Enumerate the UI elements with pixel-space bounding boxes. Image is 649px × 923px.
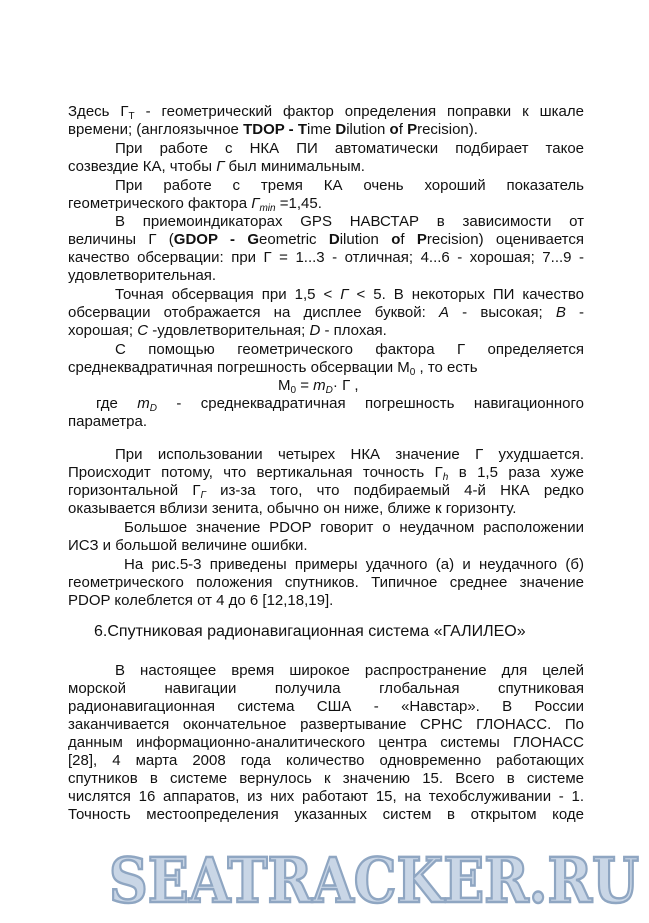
text-line: времени; (англоязычное TDOP - Time Dilution of Precision).: [68, 121, 478, 138]
text-line: Здесь $Г_T$ - геометрический фактор определения поправки к шкале: [68, 103, 584, 122]
text-line: морской навигации получила глобальная спутниковая: [68, 680, 584, 697]
text-line: геометрического положения спутников. Типичное среднее значение: [68, 574, 584, 591]
text-line: PDOP колеблется от 4 до 6 [12,18,19].: [68, 592, 334, 609]
text-line: В настоящее время широкое распространение для целей: [115, 662, 584, 679]
text-line: При работе с тремя КА очень хороший показатель: [115, 177, 584, 194]
section-heading: 6.Спутниковая радионавигационная система «ГАЛИЛЕО»: [94, 623, 526, 640]
text-line: Большое значение PDOP говорит о неудачном расположении: [124, 519, 584, 536]
text-line: числятся 16 аппаратов, из них работают 15, на техобслуживании - 1.: [68, 788, 584, 805]
text-line: качество обсервации: при Г = 1...3 - отличная; 4...6 - хорошая; 7...9 -: [68, 249, 584, 266]
watermark-text: SEATRACKER.RU: [109, 844, 639, 917]
text-line: спутников в системе вернулось к значению 15. Всего в системе: [68, 770, 584, 787]
text-line: На рис.5-3 приведены примеры удачного (а) и неудачного (б): [124, 556, 584, 573]
text-line: заканчивается окончательное развертывание СРНС ГЛОНАСС. По: [68, 716, 584, 733]
text-line: Точность местоопределения указанных систем в открытом коде: [68, 806, 584, 823]
text-line: хорошая; С -удовлетворительная; D - плохая.: [68, 322, 387, 339]
text-line: где $m_D$ - среднеквадратичная погрешность навигационного: [96, 395, 585, 414]
text-line: При использовании четырех НКА значение Г ухудшается.: [115, 446, 584, 463]
text-line: При работе с НКА ПИ автоматически подбирает такое: [115, 140, 584, 157]
text-line: радионавигационная система США - «Навстар». В России: [68, 698, 584, 715]
text-line: параметра.: [68, 413, 148, 430]
text-line: Точная обсервация при 1,5 < Г < 5. В некоторых ПИ качество: [115, 286, 584, 303]
text-line: В приемоиндикаторах GPS НАВСТАР в зависимости от: [115, 213, 584, 230]
text-line: [28], 4 марта 2008 года количество одновременно работающих: [68, 752, 584, 769]
text-line: С помощью геометрического фактора Г определяется: [115, 341, 584, 358]
watermark-logo: [104, 838, 644, 922]
text-line: ИСЗ и большой величине ошибки.: [68, 537, 308, 554]
text-line: горизонтальной $Г_Г$ из-за того, что подбираемый 4-й НКА редко: [68, 482, 585, 501]
text-line: геометрического фактора $Г_{min} =1,45$.: [68, 195, 322, 214]
formula: $М_0 = m_D\cdot Г$ ,: [278, 377, 359, 396]
text-line: обсервации отображается на дисплее буквой: А - высокая; В -: [68, 304, 584, 321]
text-line: оказывается вблизи зенита, обычно он ниже, ближе к горизонту.: [68, 500, 517, 517]
text-line: данным информационно-аналитического центра системы ГЛОНАСС: [68, 734, 584, 751]
text-line: Происходит потому, что вертикальная точность $Г_h$ в 1,5 раза хуже: [68, 464, 584, 483]
text-line: величины Г (GDOP - Geometric Dilution of Precision) оценивается: [68, 231, 584, 248]
text-line: среднеквадратичная погрешность обсервации $М_0$ , то есть: [68, 359, 478, 378]
text-line: созвездие КА, чтобы Г был минимальным.: [68, 158, 365, 175]
text-line: удовлетворительная.: [68, 267, 217, 284]
